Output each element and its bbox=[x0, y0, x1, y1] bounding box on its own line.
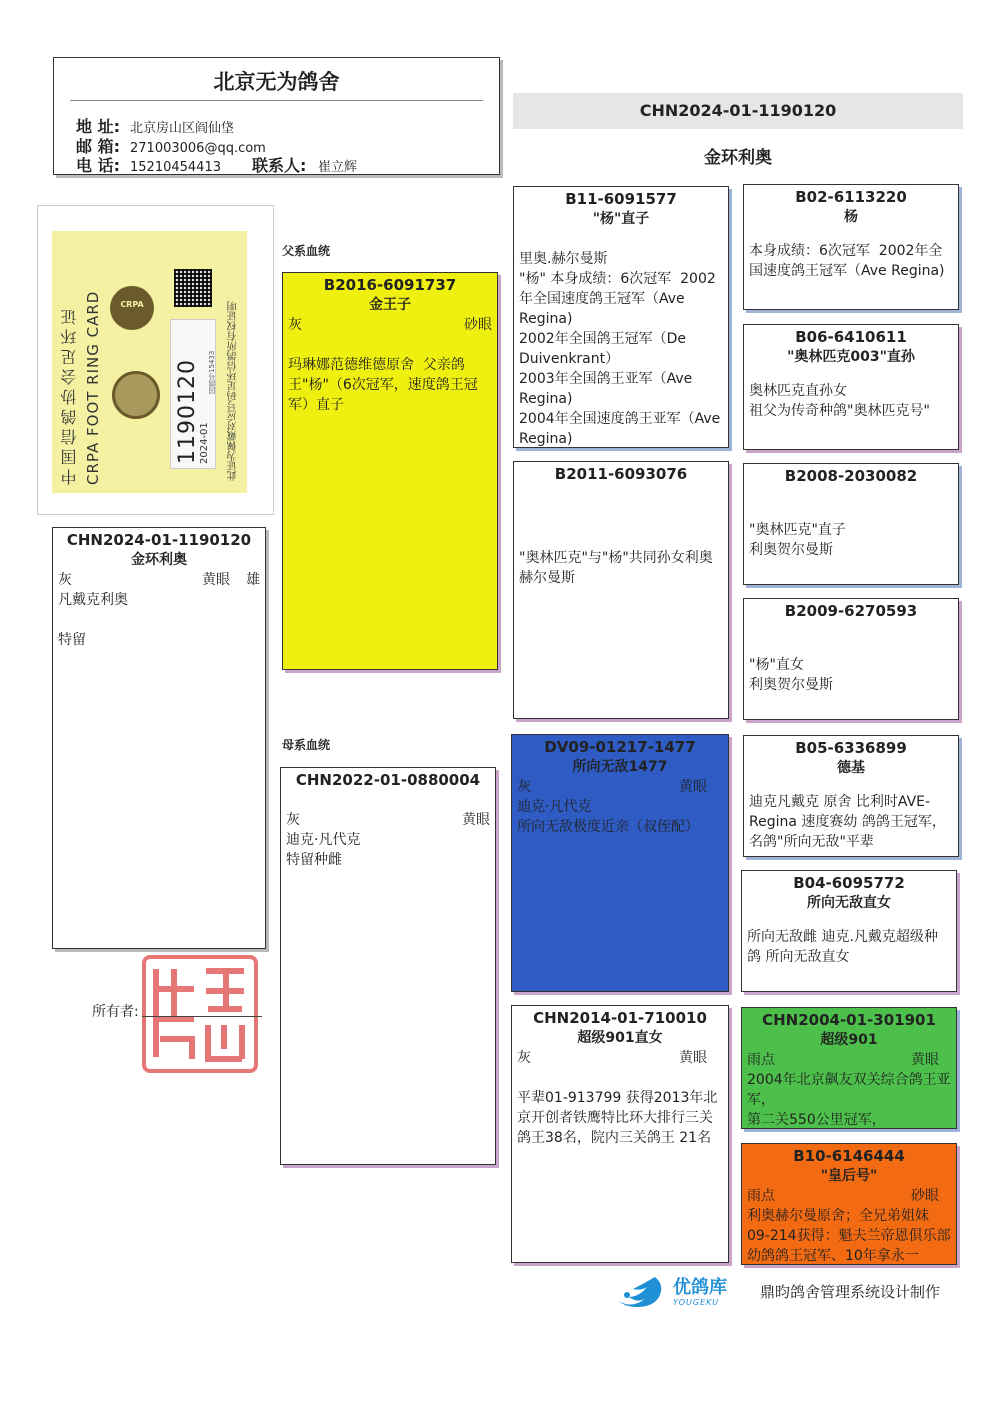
dd-color: 灰 bbox=[517, 1050, 531, 1066]
main-bird-name: 金环利奥 bbox=[704, 148, 772, 168]
owner-signature-line bbox=[142, 1016, 262, 1017]
subject-eye: 黄眼 bbox=[202, 572, 230, 588]
ddd-color: 雨点 bbox=[747, 1188, 775, 1204]
dds-card bbox=[741, 1007, 957, 1129]
ssd-name: "奥林匹克003"直孙 bbox=[787, 349, 915, 365]
dam-traits bbox=[281, 810, 495, 830]
main-ring-number: CHN2024-01-1190120 bbox=[513, 93, 963, 129]
dam-eye: 黄眼 bbox=[462, 812, 490, 828]
sds-description: "奥林匹克"直子 利奥贺尔曼斯 bbox=[749, 522, 846, 558]
brand-cn: 优鸽库 bbox=[673, 1276, 727, 1298]
ring-card-cn-title: 中国信鸽协会足环证 bbox=[60, 305, 79, 485]
sire-traits bbox=[283, 315, 497, 335]
sire-section-label: 父系血统 bbox=[282, 244, 331, 258]
email-label: 邮 箱: bbox=[76, 137, 120, 156]
subject-line2: 特留 bbox=[58, 632, 86, 648]
owner-label: 所有者: bbox=[92, 1004, 139, 1020]
loft-info-card bbox=[53, 57, 500, 175]
subject-ring: CHN2024-01-1190120 bbox=[66, 531, 252, 549]
dam-ring: CHN2022-01-0880004 bbox=[295, 771, 481, 789]
sire-eye: 砂眼 bbox=[464, 317, 492, 333]
dds-eye: 黄眼 bbox=[911, 1052, 939, 1068]
dds-color: 雨点 bbox=[747, 1052, 775, 1068]
sire-color: 灰 bbox=[288, 317, 302, 333]
seal-glyph-icon bbox=[146, 959, 254, 1069]
dds-traits bbox=[742, 1050, 956, 1070]
ring-card-sub: 国鸽号15433 bbox=[208, 350, 216, 394]
address-value: 北京房山区阎仙垡 bbox=[130, 121, 235, 136]
subject-traits bbox=[53, 570, 265, 590]
address-label: 地 址: bbox=[76, 117, 120, 136]
loft-name: 北京无为鸽舍 bbox=[213, 70, 340, 94]
dam-section-label: 母系血统 bbox=[282, 738, 331, 752]
ds-line2: 所向无敌极度近亲（叔侄配） bbox=[517, 819, 699, 835]
ssd-card bbox=[743, 324, 959, 450]
ring-card-number: 1190120 bbox=[175, 359, 200, 464]
sire-dam-card bbox=[513, 461, 729, 719]
subject-line1: 凡戴克利奥 bbox=[58, 592, 128, 608]
dds-description: 2004年北京飙友双关综合鸽王亚军， 第二关550公里冠军， bbox=[747, 1072, 951, 1128]
ring-card-note: 此证为佩戴对应号码足环信鸽所有权证明 bbox=[228, 301, 239, 481]
dam-card bbox=[280, 767, 496, 1165]
divider bbox=[70, 100, 483, 101]
dd-description: 平辈01-913799 获得2013年北京开创者铁鹰特比环大排行三关鸽王38名，院内三关鸽王 21名 bbox=[517, 1090, 718, 1146]
yougeku-logo-icon bbox=[615, 1275, 669, 1309]
sd-description: "奥林匹克"与"杨"共同孙女利奥赫尔曼斯 bbox=[519, 550, 713, 586]
footer-text: 鼎昀鸽舍管理系统设计制作 bbox=[760, 1283, 941, 1301]
dss-ring: B05-6336899 bbox=[795, 739, 907, 757]
sire-ring: B2016-6091737 bbox=[323, 276, 457, 294]
contact-label: 联系人: bbox=[252, 156, 307, 175]
ds-color: 灰 bbox=[517, 779, 531, 795]
sss-ring: B02-6113220 bbox=[795, 188, 907, 206]
ring-card-face bbox=[52, 231, 247, 493]
seal-stamp-icon bbox=[142, 955, 258, 1073]
ring-number-panel bbox=[170, 319, 216, 469]
dds-ring: CHN2004-01-301901 bbox=[762, 1011, 936, 1029]
dam-color: 灰 bbox=[286, 812, 300, 828]
phone-value: 15210454413 bbox=[130, 160, 221, 175]
dam-dam-card bbox=[511, 1005, 729, 1263]
dam-line2: 特留种雌 bbox=[286, 852, 342, 868]
footer-brand bbox=[615, 1275, 727, 1309]
ssd-description: 奥林匹克直孙女 祖父为传奇种鸽"奥林匹克号" bbox=[749, 383, 930, 419]
dss-card bbox=[743, 735, 959, 857]
dam-line1: 迪克·凡代克 bbox=[286, 832, 361, 848]
subject-bird-card bbox=[52, 527, 266, 949]
ddd-ring: B10-6146444 bbox=[793, 1147, 905, 1165]
subject-name: 金环利奥 bbox=[131, 552, 187, 568]
dd-eye: 黄眼 bbox=[679, 1050, 707, 1066]
email-value: 271003006@qq.com bbox=[130, 141, 266, 156]
ring-card bbox=[37, 205, 274, 515]
sire-name: 金王子 bbox=[369, 297, 411, 313]
ss-description: 里奥.赫尔曼斯 "杨" 本身成绩：6次冠军 2002年全国速度鸽王冠军（Ave Regina) 2002年全国鸽王冠军（De Duivenkrant） 2003年全国鸽王亚军（Ave Regina) 2004年全国速度鸽王亚军（Ave Regina) bbox=[519, 251, 721, 447]
ring-card-en-title: CRPA FOOT RING CARD bbox=[84, 290, 102, 485]
subject-sex: 雄 bbox=[246, 572, 260, 588]
ddd-description: 利奥赫尔曼原舍；全兄弟姐妹09-214获得：魁夫兰帝恩俱乐部幼鸽鸽王冠军、10年拿永一 bbox=[747, 1208, 951, 1264]
sss-description: 本身成绩：6次冠军 2002年全国速度鸽王冠军（Ave Regina) bbox=[749, 243, 945, 279]
dd-name: 超级901直女 bbox=[577, 1030, 663, 1046]
ds-eye: 黄眼 bbox=[679, 779, 707, 795]
ds-ring: DV09-01217-1477 bbox=[544, 738, 696, 756]
sss-name: 杨 bbox=[844, 209, 858, 225]
dd-traits bbox=[512, 1048, 728, 1068]
ds-line1: 迪克·凡代克 bbox=[517, 799, 592, 815]
subject-color: 灰 bbox=[58, 572, 72, 588]
ds-name: 所向无敌1477 bbox=[572, 759, 668, 775]
globe-emblem-icon bbox=[112, 371, 160, 419]
crpa-logo-text: CRPA bbox=[120, 300, 144, 309]
ring-card-prefix: 2024-01 bbox=[199, 422, 210, 464]
sss-card bbox=[743, 184, 959, 310]
sdd-description: "杨"直女 利奥贺尔曼斯 bbox=[749, 657, 833, 693]
ddd-card bbox=[741, 1143, 957, 1265]
dd-ring: CHN2014-01-710010 bbox=[533, 1009, 707, 1027]
dsd-ring: B04-6095772 bbox=[793, 874, 905, 892]
ss-ring: B11-6091577 bbox=[565, 190, 677, 208]
dam-sire-card bbox=[511, 734, 729, 992]
contact-value: 崔立辉 bbox=[318, 160, 358, 175]
sire-description: 玛琳娜范德维德原舍 父亲鸽王"杨"（6次冠军，速度鸽王冠军）直子 bbox=[288, 357, 478, 413]
dsd-card bbox=[741, 870, 957, 992]
ss-name: "杨"直子 bbox=[592, 211, 650, 227]
dds-name: 超级901 bbox=[820, 1032, 878, 1048]
dsd-description: 所向无敌雌 迪克.凡戴克超级种鸽 所向无敌直女 bbox=[747, 929, 938, 965]
sd-ring: B2011-6093076 bbox=[554, 465, 688, 483]
brand-en: YOUGEKU bbox=[673, 1297, 720, 1307]
phone-row bbox=[76, 153, 357, 176]
ddd-eye: 砂眼 bbox=[911, 1188, 939, 1204]
crpa-logo-icon bbox=[110, 286, 154, 330]
sds-ring: B2008-2030082 bbox=[784, 467, 918, 485]
dss-description: 迪克凡戴克 原舍 比利时AVE-Regina 速度赛幼 鸽鸽王冠军，名鸽"所向无敌"平辈 bbox=[749, 794, 946, 850]
dss-name: 德基 bbox=[837, 760, 865, 776]
ds-traits bbox=[512, 777, 728, 797]
ddd-name: "皇后号" bbox=[820, 1168, 878, 1184]
sdd-card bbox=[743, 598, 959, 720]
dsd-name: 所向无敌直女 bbox=[807, 895, 891, 911]
sds-card bbox=[743, 463, 959, 585]
sire-sire-card bbox=[513, 186, 729, 448]
qr-code-icon bbox=[174, 269, 212, 307]
ddd-traits bbox=[742, 1186, 956, 1206]
sdd-ring: B2009-6270593 bbox=[784, 602, 918, 620]
ssd-ring: B06-6410611 bbox=[795, 328, 907, 346]
phone-label: 电 话: bbox=[76, 156, 120, 175]
sire-card bbox=[282, 272, 498, 670]
